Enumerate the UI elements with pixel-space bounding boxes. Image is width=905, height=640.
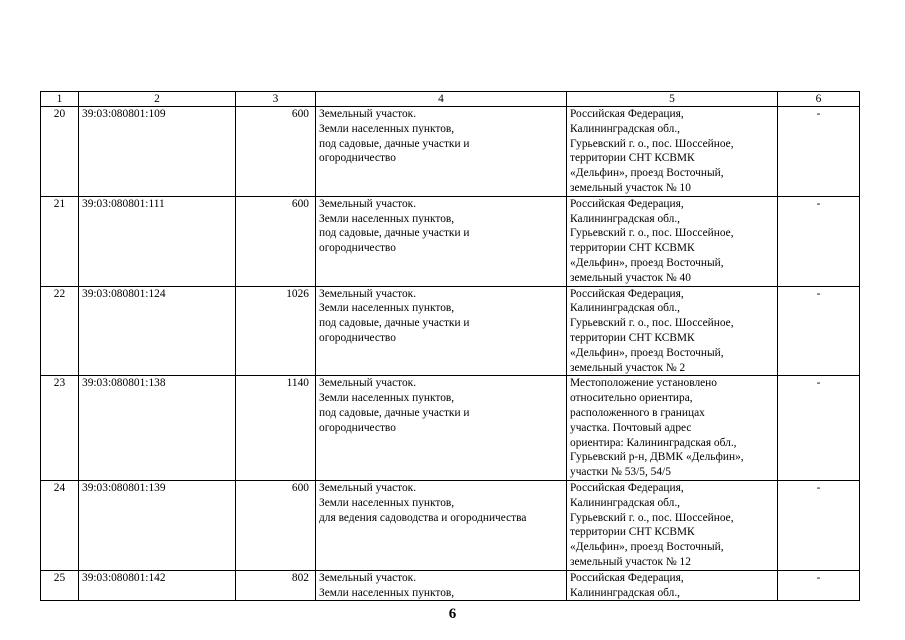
- row-number: 25: [41, 570, 79, 601]
- plot-area: 1140: [236, 376, 316, 481]
- cadastral-number: 39:03:080801:138: [79, 376, 236, 481]
- plot-address-line: Российская Федерация,: [570, 481, 684, 494]
- row-number: 20: [41, 107, 79, 197]
- plot-address-line: Калининградская обл.,: [570, 212, 681, 225]
- plot-description: [316, 376, 567, 481]
- plot-note: -: [778, 570, 860, 601]
- plot-address-line: Российская Федерация,: [570, 571, 684, 584]
- plot-address-line: «Дельфин», проезд Восточный,: [570, 541, 724, 554]
- plot-description-line: под садовые, дачные участки и: [319, 317, 470, 330]
- plot-address-line: расположенного в границах: [570, 406, 705, 419]
- plot-address-line: Калининградская обл.,: [570, 496, 681, 509]
- plot-address-line: Гурьевский г. о., пос. Шоссейное,: [570, 511, 734, 524]
- plot-address: [567, 480, 778, 570]
- plot-description: [316, 480, 567, 570]
- plot-description-line: Земельный участок.: [319, 571, 417, 584]
- plot-area: 600: [236, 107, 316, 197]
- plot-address: [567, 196, 778, 286]
- plot-description-line: под садовые, дачные участки и: [319, 227, 470, 240]
- plot-description-line: огородничество: [319, 331, 396, 344]
- plot-description-line: для ведения садоводства и огородничества: [319, 511, 527, 524]
- column-header: 4: [316, 92, 567, 107]
- plot-description-line: Земельный участок.: [319, 377, 417, 390]
- cadastral-number: 39:03:080801:142: [79, 570, 236, 601]
- table-row: [41, 286, 860, 376]
- table-row: [41, 376, 860, 481]
- column-header: 3: [236, 92, 316, 107]
- plot-address: [567, 570, 778, 601]
- column-header: 6: [778, 92, 860, 107]
- land-plots-table: [40, 91, 860, 601]
- cadastral-number: 39:03:080801:109: [79, 107, 236, 197]
- plot-description-line: Земельный участок.: [319, 197, 417, 210]
- plot-address-line: Российская Федерация,: [570, 197, 684, 210]
- plot-note: -: [778, 480, 860, 570]
- plot-address-line: Калининградская обл.,: [570, 122, 681, 135]
- plot-description-line: огородничество: [319, 421, 396, 434]
- plot-address: [567, 376, 778, 481]
- plot-address-line: территории СНТ КСВМК: [570, 526, 695, 539]
- plot-address-line: Российская Федерация,: [570, 108, 684, 120]
- plot-description-line: Земли населенных пунктов,: [319, 392, 455, 405]
- plot-area: 600: [236, 196, 316, 286]
- table-row: [41, 196, 860, 286]
- plot-description: [316, 570, 567, 601]
- plot-note: -: [778, 286, 860, 376]
- plot-note: -: [778, 107, 860, 197]
- plot-address-line: участки № 53/5, 54/5: [570, 466, 671, 479]
- table-body: [41, 92, 860, 601]
- column-header: 1: [41, 92, 79, 107]
- plot-address: [567, 286, 778, 376]
- plot-address-line: земельный участок № 10: [570, 181, 691, 194]
- plot-address-line: «Дельфин», проезд Восточный,: [570, 346, 724, 359]
- plot-description-line: Земельный участок.: [319, 481, 417, 494]
- cadastral-number: 39:03:080801:139: [79, 480, 236, 570]
- plot-address-line: земельный участок № 40: [570, 271, 691, 284]
- plot-address-line: территории СНТ КСВМК: [570, 242, 695, 255]
- plot-description-line: под садовые, дачные участки и: [319, 406, 470, 419]
- plot-note: -: [778, 376, 860, 481]
- row-number: 21: [41, 196, 79, 286]
- plot-area: 600: [236, 480, 316, 570]
- plot-description: [316, 196, 567, 286]
- plot-address-line: Местоположение установлено: [570, 377, 717, 390]
- plot-address: [567, 107, 778, 197]
- plot-description-line: Земли населенных пунктов,: [319, 496, 455, 509]
- plot-address-line: ориентира: Калининградская обл.,: [570, 436, 737, 449]
- plot-address-line: Российская Федерация,: [570, 287, 684, 300]
- row-number: 24: [41, 480, 79, 570]
- plot-description: [316, 286, 567, 376]
- plot-description-line: огородничество: [319, 242, 396, 255]
- plot-description-line: под садовые, дачные участки и: [319, 137, 470, 150]
- plot-address-line: территории СНТ КСВМК: [570, 331, 695, 344]
- plot-address-line: участка. Почтовый адрес: [570, 421, 692, 434]
- plot-address-line: Калининградская обл.,: [570, 302, 681, 315]
- row-number: 23: [41, 376, 79, 481]
- cadastral-number: 39:03:080801:124: [79, 286, 236, 376]
- plot-address-line: «Дельфин», проезд Восточный,: [570, 167, 724, 180]
- plot-description-line: Земли населенных пунктов,: [319, 212, 455, 225]
- plot-address-line: «Дельфин», проезд Восточный,: [570, 256, 724, 269]
- plot-note: -: [778, 196, 860, 286]
- row-number: 22: [41, 286, 79, 376]
- table-row: [41, 480, 860, 570]
- page-number: 6: [448, 606, 457, 622]
- column-header: 2: [79, 92, 236, 107]
- plot-area: 1026: [236, 286, 316, 376]
- table-row: [41, 570, 860, 601]
- plot-description-line: Земли населенных пунктов,: [319, 302, 455, 315]
- plot-description-line: Земли населенных пунктов,: [319, 122, 455, 135]
- plot-description: [316, 107, 567, 197]
- plot-area: 802: [236, 570, 316, 601]
- plot-address-line: Гурьевский г. о., пос. Шоссейное,: [570, 317, 734, 330]
- plot-address-line: Гурьевский г. о., пос. Шоссейное,: [570, 137, 734, 150]
- plot-address-line: земельный участок № 2: [570, 361, 686, 374]
- plot-address-line: Гурьевский г. о., пос. Шоссейное,: [570, 227, 734, 240]
- column-header: 5: [567, 92, 778, 107]
- plot-address-line: земельный участок № 12: [570, 555, 691, 568]
- plot-description-line: Земли населенных пунктов,: [319, 586, 455, 599]
- plot-address-line: Гурьевский р-н, ДВМК «Дельфин»,: [570, 451, 744, 464]
- plot-address-line: относительно ориентира,: [570, 392, 693, 405]
- plot-description-line: Земельный участок.: [319, 108, 417, 120]
- plot-address-line: территории СНТ КСВМК: [570, 152, 695, 165]
- column-number-row: [41, 92, 860, 107]
- plot-description-line: Земельный участок.: [319, 287, 417, 300]
- cadastral-number: 39:03:080801:111: [79, 196, 236, 286]
- table-row: [41, 107, 860, 197]
- plot-description-line: огородничество: [319, 152, 396, 165]
- plot-address-line: Калининградская обл.,: [570, 586, 681, 599]
